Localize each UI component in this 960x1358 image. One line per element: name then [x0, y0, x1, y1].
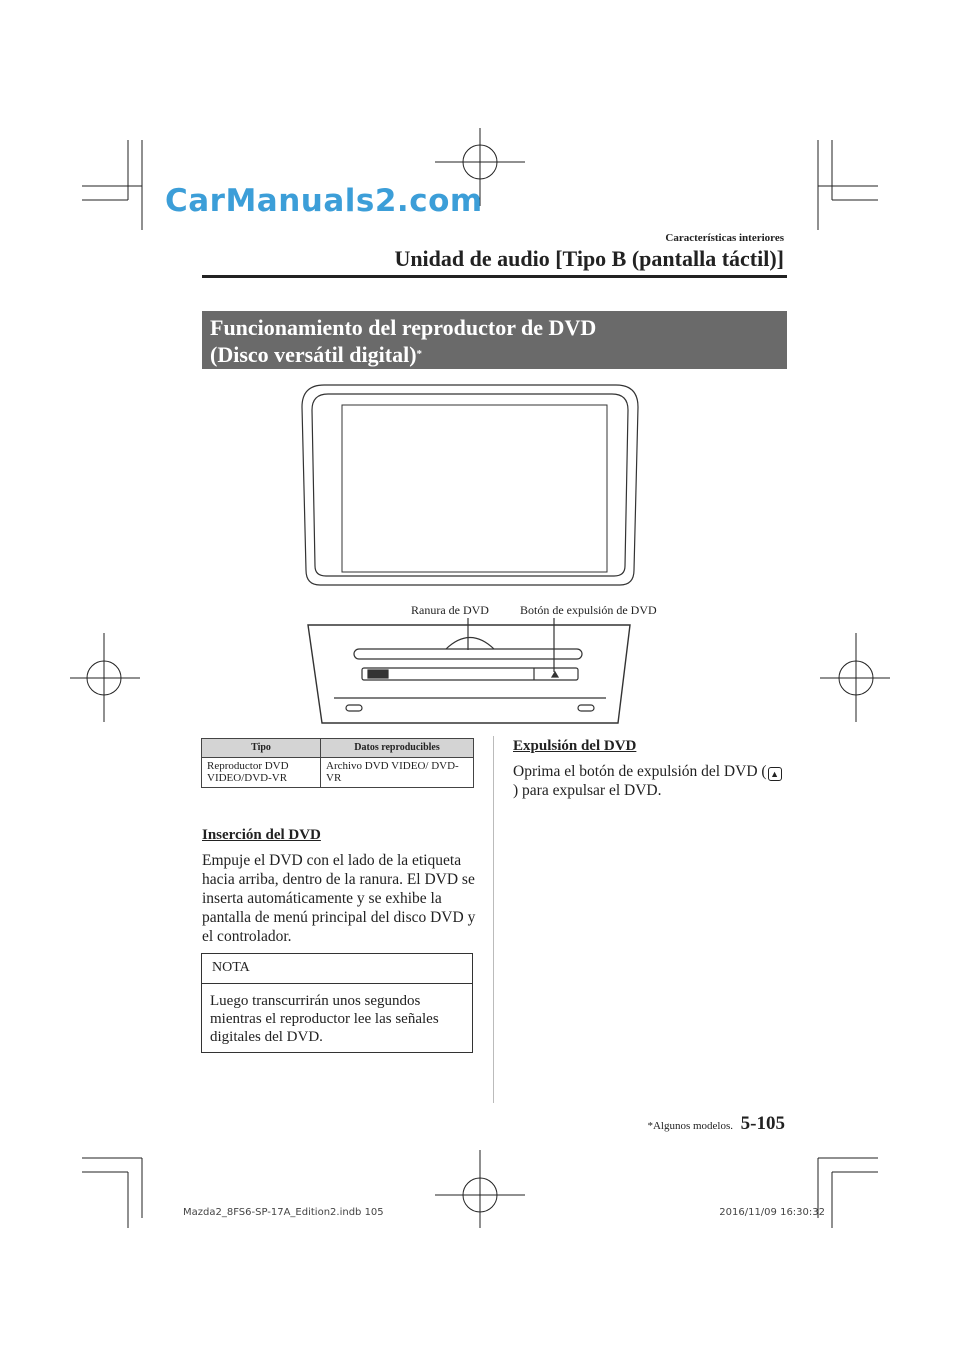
footnote-some-models: *Algunos modelos. — [647, 1120, 733, 1132]
screen-bezel-outer — [302, 385, 638, 585]
section-banner — [202, 311, 787, 369]
slot-callout-label: Ranura de DVD — [411, 603, 489, 617]
table-header-type: Tipo — [202, 739, 321, 758]
column-divider — [493, 736, 494, 1103]
ejection-body: Oprima el botón de expulsión del DVD ( ▲) para expulsar el DVD. — [513, 762, 783, 800]
table-header-row — [202, 739, 474, 758]
dvd-unit-illustration — [290, 380, 670, 725]
dvd-unit-body — [308, 625, 630, 723]
dvd-slot — [354, 649, 582, 659]
page-number: 5-105 — [740, 1113, 785, 1134]
eject-callout-label: Botón de expulsión de DVD — [520, 603, 657, 617]
ejection-heading: Expulsión del DVD — [513, 738, 637, 754]
section-label: Características interiores — [665, 232, 784, 244]
insertion-heading: Inserción del DVD — [202, 827, 321, 843]
table-cell-data: Archivo DVD VIDEO/ DVD-VR — [321, 758, 474, 788]
dvd-face-panel — [362, 668, 578, 680]
eject-button-icon — [552, 672, 558, 677]
screen-bezel-inner — [312, 394, 628, 576]
eject-icon: ▲ — [768, 767, 782, 781]
print-date-info: 2016/11/09 16:30:32 — [719, 1207, 825, 1218]
playable-types-table — [201, 738, 474, 788]
watermark-logo: CarManuals2.com — [165, 183, 483, 219]
note-body: Luego transcurrirán unos segundos mientras el reproductor lee las señales digitales del DVD. — [210, 993, 439, 1045]
note-title: NOTA — [202, 954, 472, 984]
table-cell-type: Reproductor DVD VIDEO/DVD-VR — [202, 758, 321, 788]
page-heading: Unidad de audio [Tipo B (pantalla táctil)] — [394, 246, 784, 271]
banner-line-2: (Disco versátil digital)* — [210, 342, 423, 367]
table-row — [202, 758, 474, 788]
banner-line-1: Funcionamiento del reproductor de DVD — [210, 315, 597, 340]
display-screen — [342, 405, 607, 572]
heading-rule — [202, 275, 787, 278]
print-file-info: Mazda2_8FS6-SP-17A_Edition2.indb 105 — [183, 1207, 384, 1218]
table-header-data: Datos reproducibles — [321, 739, 474, 758]
note-box — [201, 953, 473, 1053]
insertion-body: Empuje el DVD con el lado de la etiqueta hacia arriba, dentro de la ranura. El DVD se inserta automáticamente y se exhibe la pantalla de menú principal del disco DVD y el controlador. — [202, 852, 476, 945]
footnote-mark: * — [416, 348, 423, 360]
